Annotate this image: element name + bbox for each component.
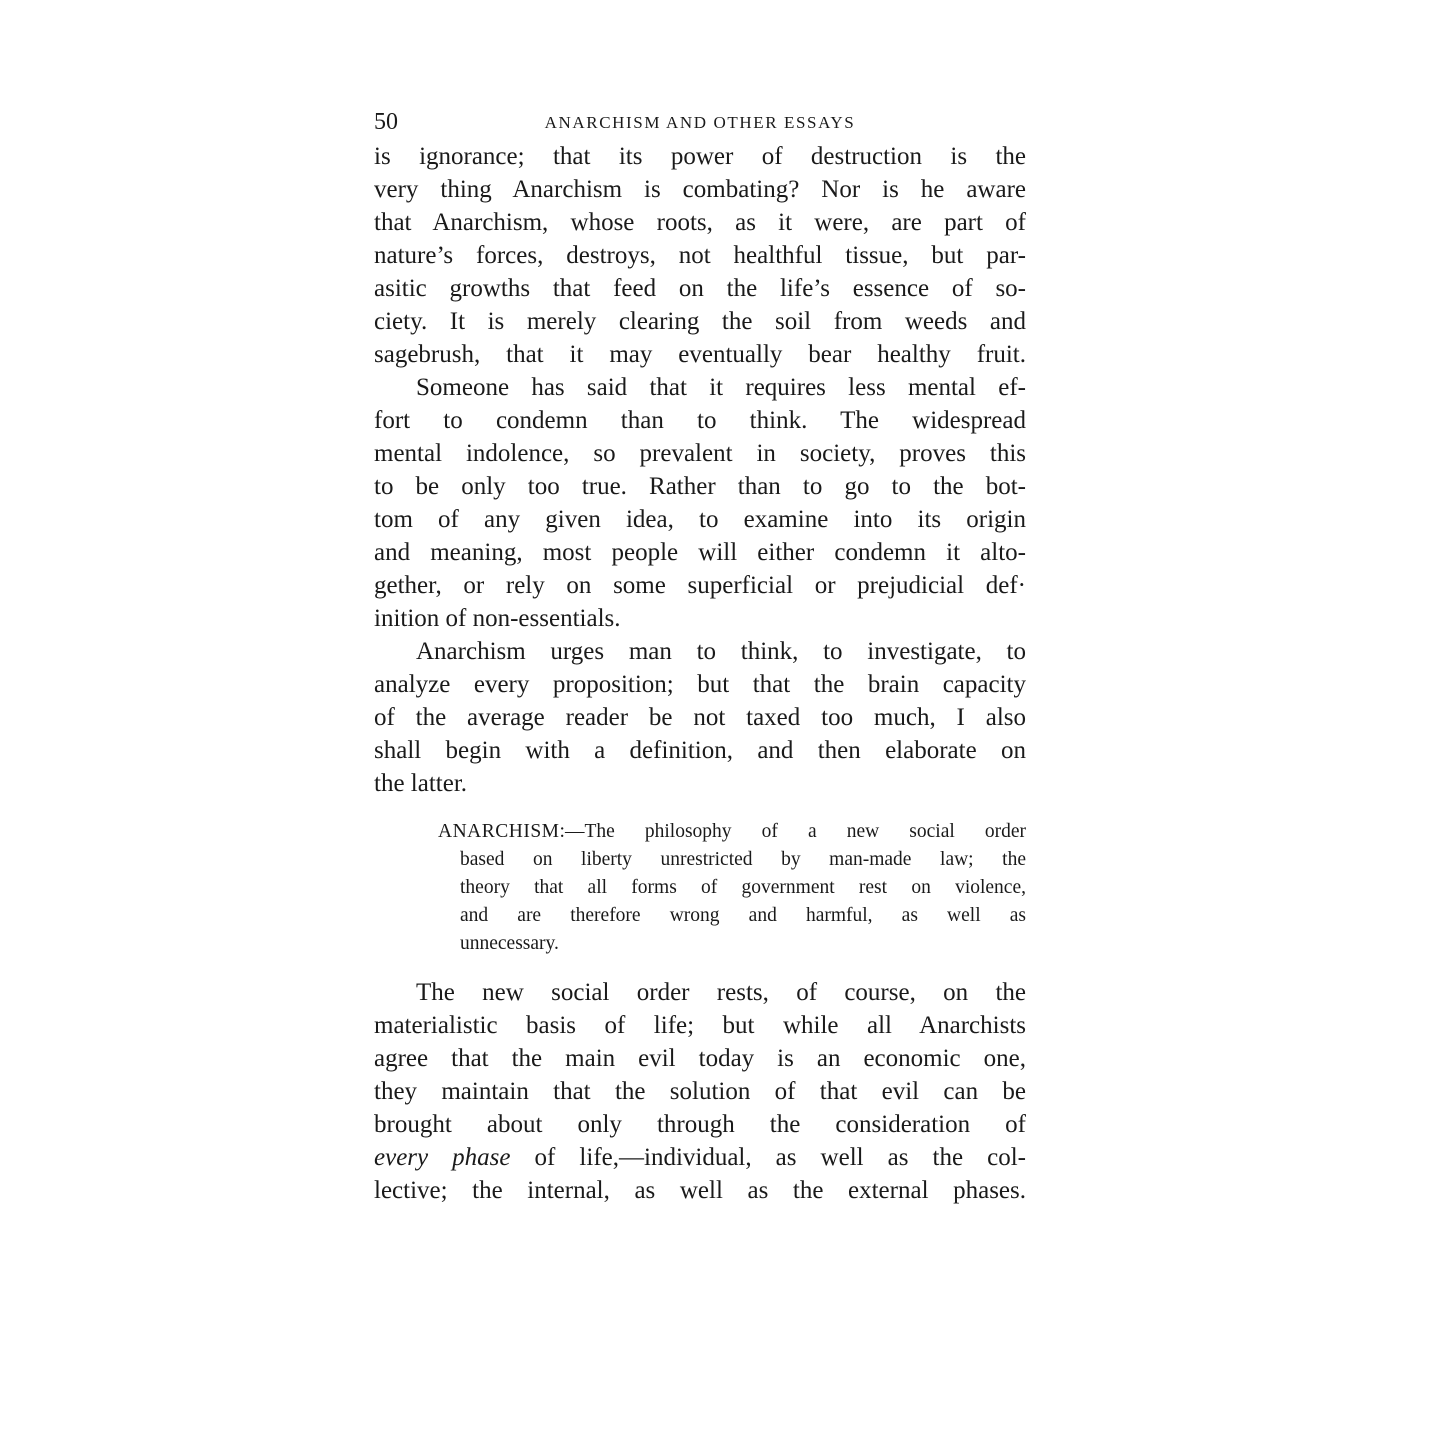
text-line: asitic growths that feed on the life’s essence of so- bbox=[374, 275, 1026, 302]
text-line: lective; the internal, as well as the external phases. bbox=[374, 1177, 1026, 1204]
text-line: that Anarchism, whose roots, as it were, are part of bbox=[374, 209, 1026, 236]
text-line: shall begin with a definition, and then elaborate on bbox=[374, 737, 1026, 764]
text-line: tom of any given idea, to examine into its origin bbox=[374, 506, 1026, 533]
text-line: and meaning, most people will either condemn it alto- bbox=[374, 539, 1026, 566]
text-line: analyze every proposition; but that the brain capacity bbox=[374, 671, 1026, 698]
text-line: fort to condemn than to think. The widespread bbox=[374, 407, 1026, 434]
body-text bbox=[374, 140, 1026, 1207]
definition-block bbox=[374, 818, 1026, 958]
text-fragment: of life,—individual, as well as the col- bbox=[510, 1144, 1026, 1171]
text-line: is ignorance; that its power of destruction is the bbox=[374, 143, 1026, 170]
text-line: they maintain that the solution of that evil can be bbox=[374, 1078, 1026, 1105]
text-line: Anarchism urges man to think, to investigate, to bbox=[416, 638, 1026, 665]
paragraph-3 bbox=[374, 635, 1026, 800]
paragraph-1 bbox=[374, 140, 1026, 371]
running-head: ANARCHISM AND OTHER ESSAYS bbox=[544, 113, 856, 132]
definition-term: ANARCHISM bbox=[438, 821, 560, 842]
paragraph-4 bbox=[374, 976, 1026, 1207]
text-line: brought about only through the consideration of bbox=[374, 1111, 1026, 1138]
text-line: of the average reader be not taxed too much, I also bbox=[374, 704, 1026, 731]
text-line: sagebrush, that it may eventually bear healthy fruit. bbox=[374, 341, 1026, 368]
page-header bbox=[374, 106, 1026, 140]
text-line: The new social order rests, of course, on the bbox=[416, 979, 1026, 1006]
text-line: very thing Anarchism is combating? Nor is he aware bbox=[374, 176, 1026, 203]
paragraph-2 bbox=[374, 371, 1026, 635]
definition-line: and are therefore wrong and harmful, as well as bbox=[460, 905, 1026, 926]
text-line: gether, or rely on some superficial or prejudicial def· bbox=[374, 572, 1026, 599]
definition-line: theory that all forms of government rest on violence, bbox=[460, 877, 1026, 898]
text-line: mental indolence, so prevalent in society, proves this bbox=[374, 440, 1026, 467]
text-line: the latter. bbox=[374, 770, 468, 797]
text-line: inition of non-essentials. bbox=[374, 605, 621, 632]
text-line: Someone has said that it requires less mental ef- bbox=[416, 374, 1026, 401]
text-line: to be only too true. Rather than to go to the bot- bbox=[374, 473, 1026, 500]
definition-line: based on liberty unrestricted by man-made law; the bbox=[460, 849, 1026, 870]
book-page bbox=[374, 106, 1026, 1207]
page-number: 50 bbox=[374, 109, 398, 135]
text-line: agree that the main evil today is an economic one, bbox=[374, 1045, 1026, 1072]
definition-line: unnecessary. bbox=[460, 933, 559, 954]
definition-first-line bbox=[374, 818, 1026, 846]
text-line: ciety. It is merely clearing the soil from weeds and bbox=[374, 308, 1026, 335]
text-line: nature’s forces, destroys, not healthful tissue, but par- bbox=[374, 242, 1026, 269]
text-line: materialistic basis of life; but while all Anarchists bbox=[374, 1012, 1026, 1039]
text-line bbox=[374, 1141, 1026, 1174]
definition-text: :—The philosophy of a new social order bbox=[559, 821, 1026, 842]
italic-phrase: every phase bbox=[374, 1144, 511, 1171]
